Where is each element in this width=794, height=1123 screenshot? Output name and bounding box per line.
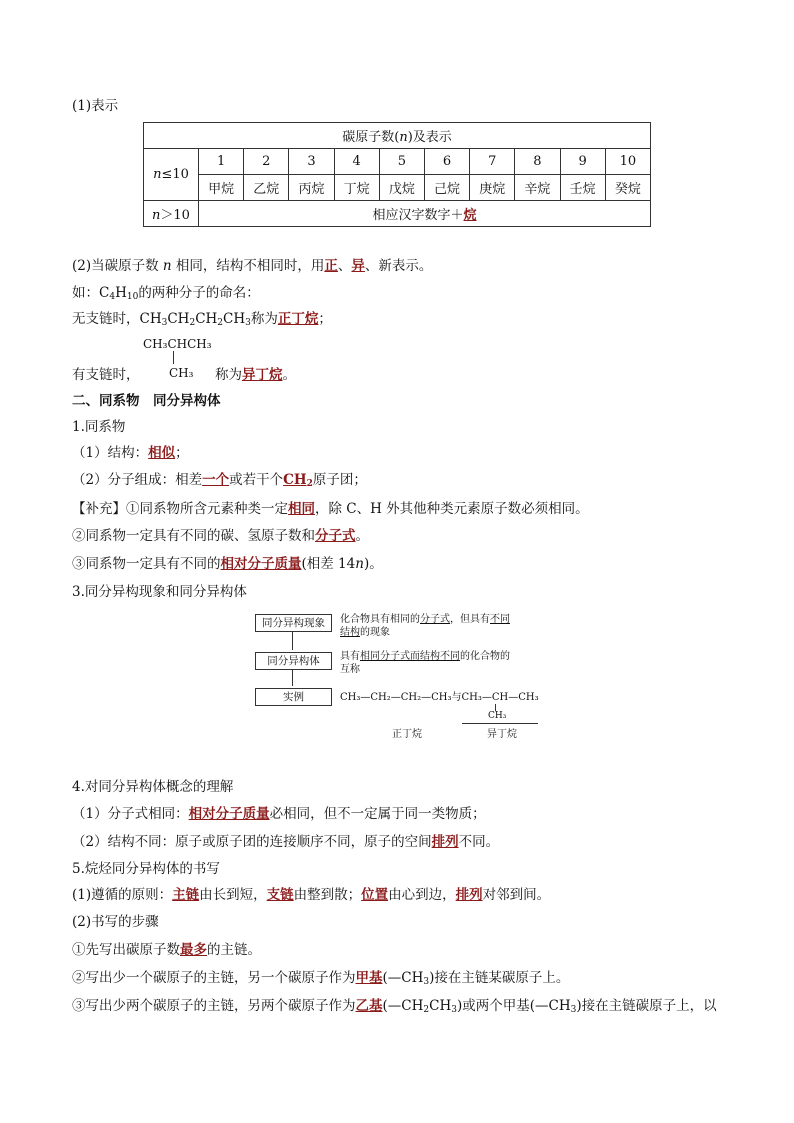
table-cell: 3 [289,149,334,175]
table-cell: 6 [424,149,469,175]
table-cell: 乙烷 [244,175,289,201]
homolog-composition: （2）分子组成：相差一个或若干个$CH_2$原子团； [72,472,367,489]
table-cell: 甲烷 [199,175,244,201]
connector-1 [292,632,293,650]
branch-line: 有支链时， [72,367,140,383]
box-isomer: 同分异构体 [255,652,332,670]
section-2-title: 二、同系物 同分异构体 [72,393,221,409]
homolog-supplement-3: ③同系物一定具有不同的相对分子质量(相差 14n)。 [72,556,383,572]
table-cell: 己烷 [424,175,469,201]
understanding-title: 4.对同分异构体概念的理解 [72,779,234,795]
table-cell: 5 [379,149,424,175]
isomer-title: 3.同分异构现象和同分异构体 [72,584,247,600]
example-branch: CH₃ [488,711,507,721]
isobutane-underline [462,723,538,724]
isobutane-formula-branch: CH₃ [169,366,194,380]
table-cell: 戊烷 [379,175,424,201]
no-branch-line: 无支链时，$CH_3CH_2CH_2CH_3$称为正丁烷； [72,311,332,328]
isomer-concept-diagram [240,606,560,754]
writing-principle: (1)遵循的原则：主链由长到短，支链由整到散；位置由心到边，排列对邻到间。 [72,887,551,903]
homolog-structure: （1）结构：相似； [72,445,189,461]
writing-title: 5.烷烃同分异构体的书写 [72,861,220,877]
writing-step-3: ③写出少两个碳原子的主链，另两个碳原子作为乙基$(—CH_2CH_3)$或两个甲基$(—CH_3)$接在主链碳原子上，以 [72,998,717,1015]
understanding-1: （1）分子式相同：相对分子质量必相同，但不一定属于同一类物质； [72,806,486,822]
row-gt10-rule: 相应汉字数字＋烷 [199,201,651,227]
table-cell: 辛烷 [515,175,560,201]
table-cell: 9 [560,149,605,175]
table-cell: 癸烷 [605,175,650,201]
isomerism-definition: 化合物具有相同的分子式，但具有不同 结构的现象 [340,614,510,638]
table-cell: 2 [244,149,289,175]
branch-bond [173,351,174,364]
writing-step-2: ②写出少一个碳原子的主链，另一个碳原子作为甲基$(—CH_3)$接在主链某碳原子上。 [72,970,570,987]
homolog-supplement-2: ②同系物一定具有不同的碳、氢原子数和分子式。 [72,528,369,544]
naming-rule-line: (2)当碳原子数 n 相同，结构不相同时，用正、异、新表示。 [72,258,433,274]
table-cell: 壬烷 [560,175,605,201]
box-isomerism: 同分异构现象 [255,614,332,632]
writing-steps-title: (2)书写的步骤 [72,914,159,930]
homolog-supplement-1: 【补充】①同系物所含元素种类一定相同，除 C、H 外其他种类元素原子数必须相同。 [72,501,589,517]
label-isobutane: 异丁烷 [487,729,517,740]
isomer-definition: 具有相同分子式而结构不同的化合物的 互称 [340,651,510,675]
table-cell: 4 [334,149,379,175]
table-cell: 10 [605,149,650,175]
homolog-title: 1.同系物 [72,419,126,435]
row-label-gt10: n＞10 [144,201,199,227]
understanding-2: （2）结构不同：原子或原子团的连接顺序不同，原子的空间排列不同。 [72,834,500,850]
example-line: 如：$C_4H_{10}$的两种分子的命名： [72,285,260,302]
table-cell: 丙烷 [289,175,334,201]
branch-line-name: 称为异丁烷。 [215,367,296,383]
table-cell: 庚烷 [470,175,515,201]
connector-2 [292,670,293,686]
label-n-butane: 正丁烷 [392,729,422,740]
table-cell: 1 [199,149,244,175]
table-title: 碳原子数(n)及表示 [144,123,651,149]
table-cell: 7 [470,149,515,175]
table-cell: 丁烷 [334,175,379,201]
table-cell: 8 [515,149,560,175]
carbon-naming-table [143,122,651,227]
row-label-le10: n≤10 [144,149,199,201]
example-formulas: CH₃—CH₂—CH₂—CH₃与CH₃—CH—CH₃ [340,692,539,703]
box-example: 实例 [255,688,332,706]
writing-step-1: ①先写出碳原子数最多的主链。 [72,942,261,958]
isobutane-formula-top: CH₃CHCH₃ [143,337,212,351]
section-1-heading: (1)表示 [72,98,119,114]
